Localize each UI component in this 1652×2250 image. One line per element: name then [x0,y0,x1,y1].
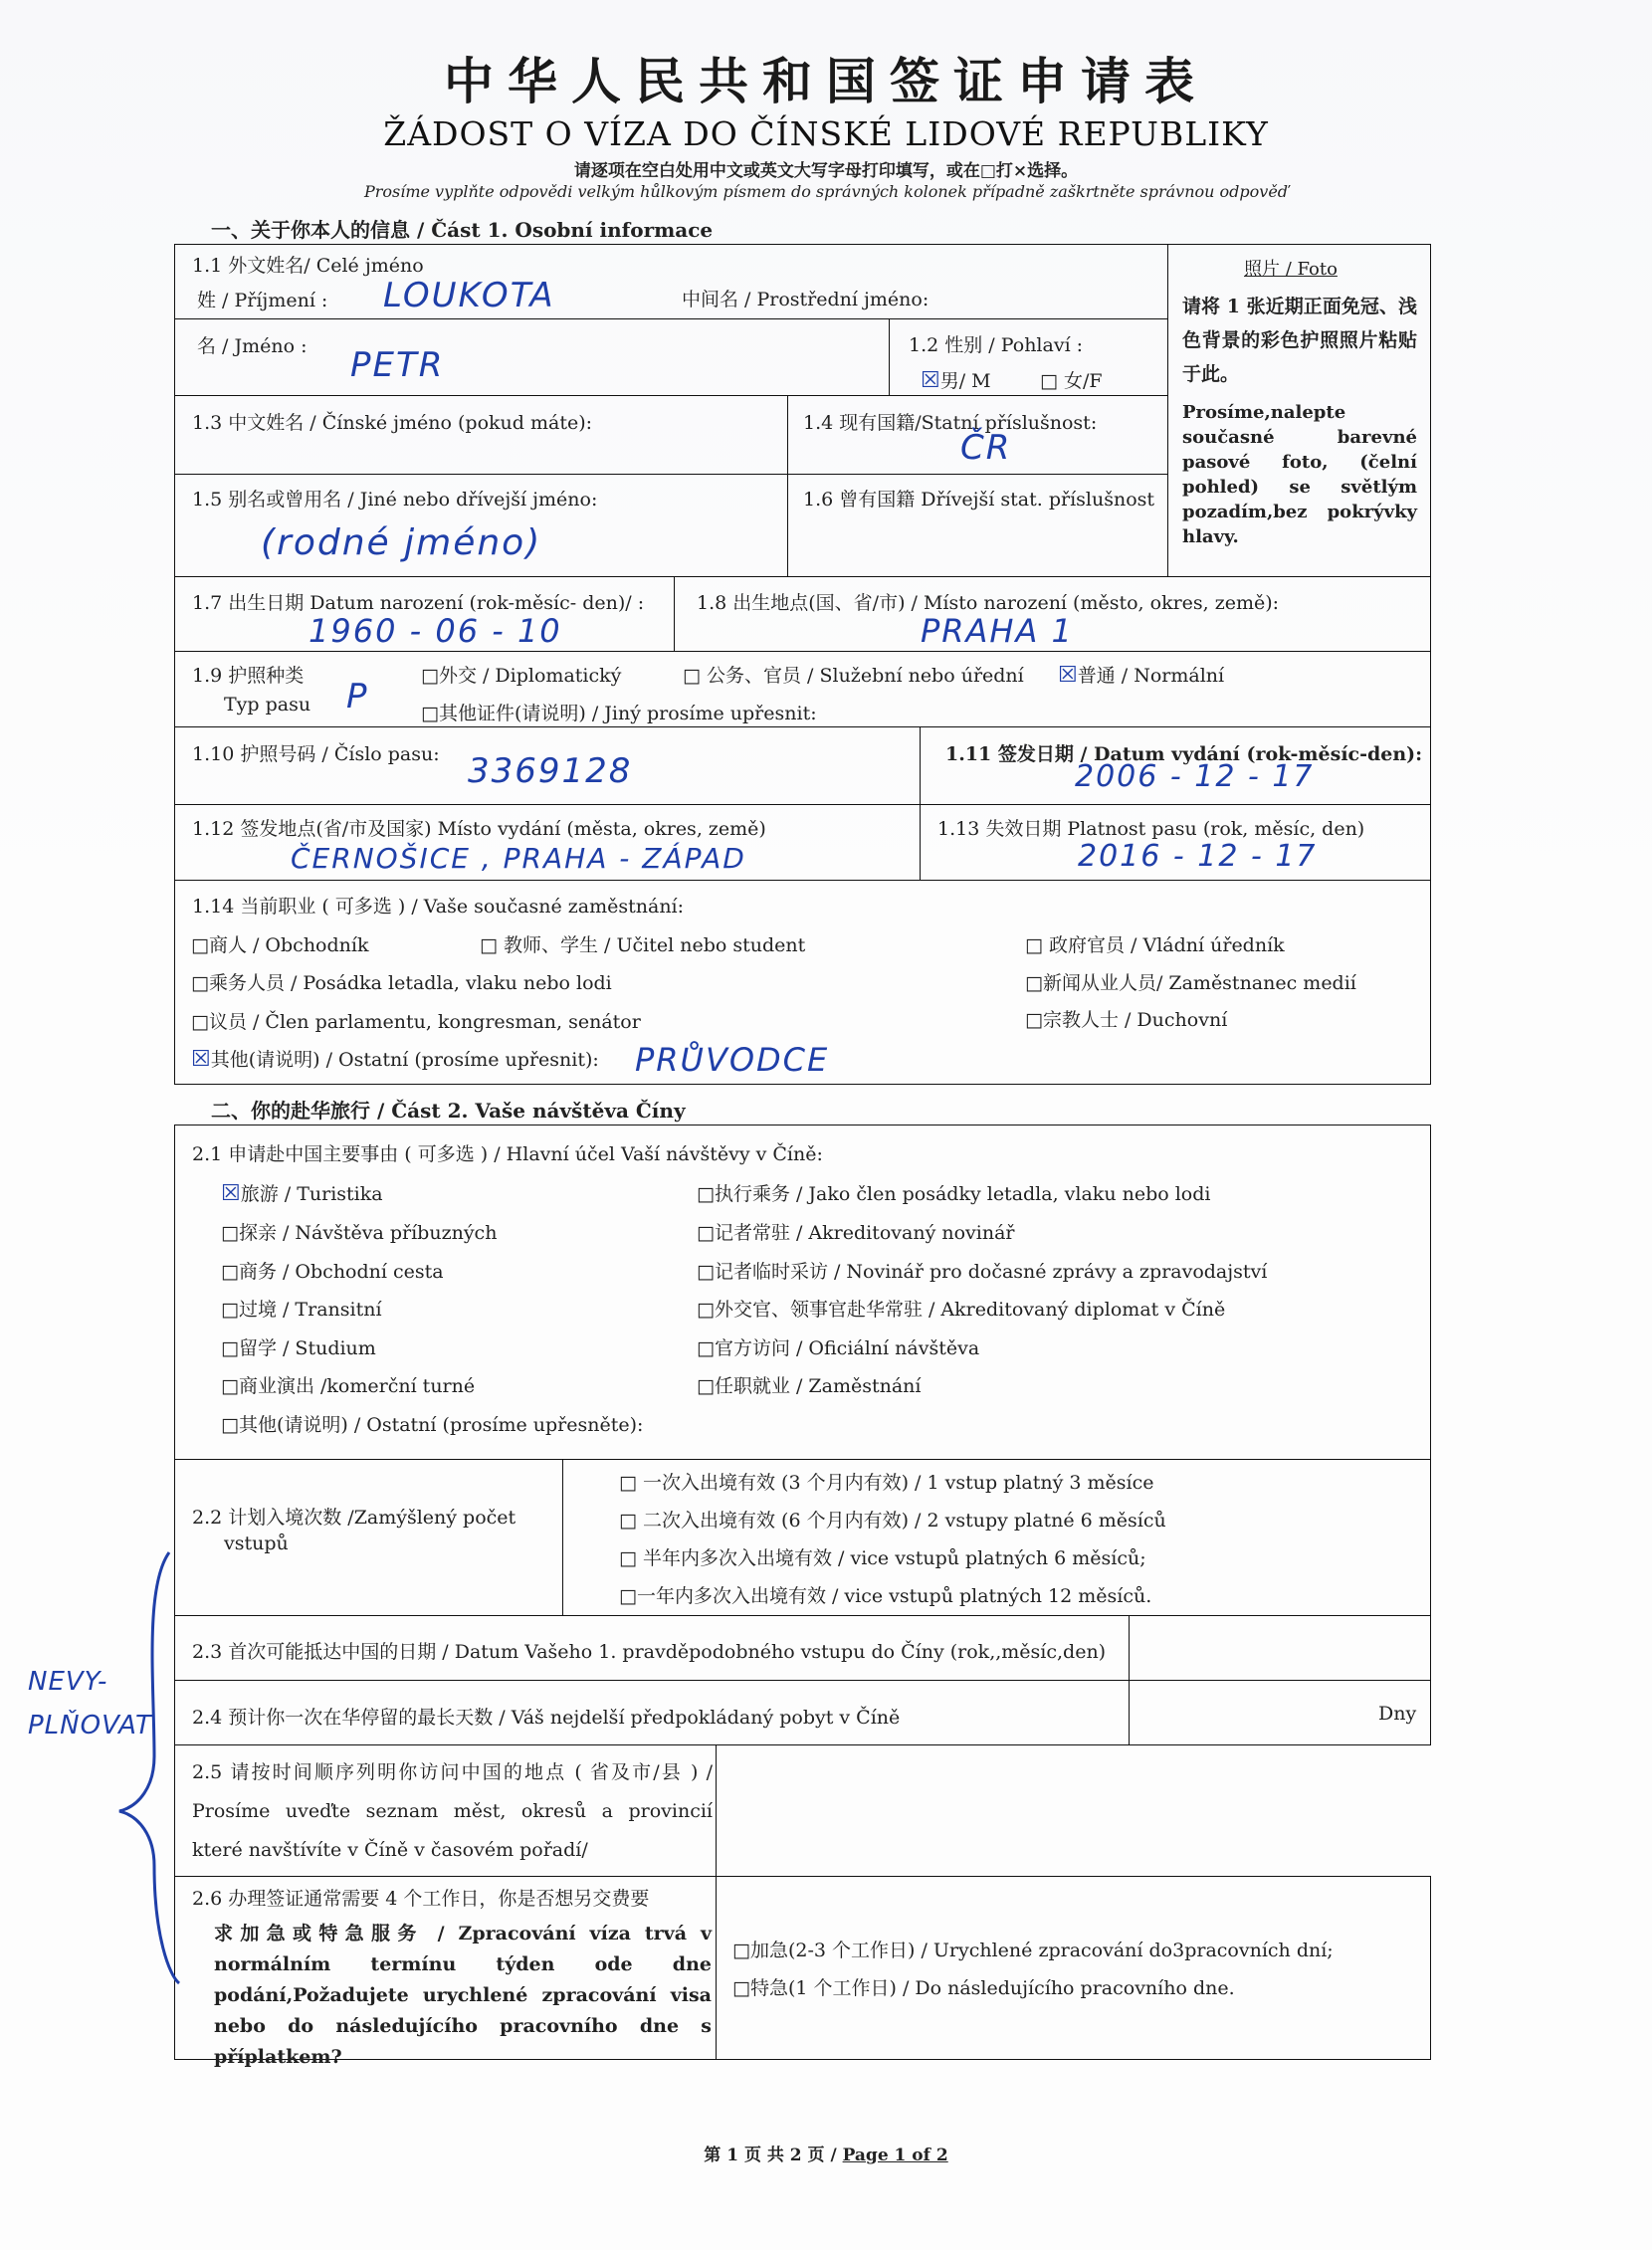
label-2-6: 2.6 办理签证通常需要 4 个工作日，你是否想另交费要 [192,1888,650,1910]
label-1-12: 1.12 签发地点(省/市及国家) Místo vydání (města, okres, země) [192,818,766,840]
label-1-8: 1.8 出生地点(国、省/市) / Místo narození (město, okres, země): [697,592,1280,614]
checkbox-icon: □ [732,1940,750,1961]
title-chinese: 中华人民共和国签证申请表 [444,52,1208,110]
checkbox-icon: □ [1025,1009,1043,1031]
option-label: 二次入出境有效 (6 个月内有效) / 2 vstupy platné 6 měsíců [643,1510,1166,1532]
checkbox-checked-icon: ☒ [1058,663,1078,688]
option-label: 其他(请说明) / Ostatní (prosíme upřesnit): [210,1049,599,1071]
checkbox-icon: □ [480,934,504,956]
occupation-crew-option[interactable] [191,968,612,995]
option-label: 商业演出 /komerční turné [238,1375,476,1397]
checkbox-icon: □ [191,1011,209,1033]
option-label: 外交 / Diplomatický [438,665,622,687]
checkbox-icon: □ [1025,934,1049,956]
page-counter-en: Page 1 of 2 [842,2146,948,2165]
former-name-value[interactable]: (rodné jméno) [261,522,542,563]
issue-place-value[interactable]: ČERNOŠICE , PRAHA - ZÁPAD [291,842,746,875]
option-label: 一次入出境有效 (3 个月内有效) / 1 vstup platný 3 měsíce [643,1472,1154,1494]
photo-instruction-chinese: 请将 1 张近期正面免冠、浅色背景的彩色护照照片粘贴于此。 [1182,296,1417,385]
label-1-2: 1.2 性别 / Pohlaví : [909,334,1084,356]
checkbox-checked-icon: ☒ [921,368,940,393]
arrival-value-cell [1129,1615,1431,1681]
label-2-3: 2.3 首次可能抵达中国的日期 / Datum Vašeho 1. pravděpodobného vstupu do Číny (rok,,měsíc,den) [192,1641,1107,1663]
label-1-1: 1.1 外文姓名/ Celé jméno [192,255,424,277]
passport-service-option[interactable] [683,661,1024,688]
label-2-1: 2.1 申请赴中国主要事由 ( 可多选 ) / Hlavní účel Vaší návštěvy v Číně: [192,1143,823,1165]
photo-title: 照片 / Foto [1244,259,1338,280]
urgent-next-day-option[interactable] [732,1973,1235,2000]
option-label: 议员 / Člen parlamentu, kongresman, senátor [208,1011,641,1033]
checkbox-icon: □ [421,665,439,687]
label-1-4: 1.4 现有国籍/Statní příslušnost: [803,412,1098,434]
occupation-media-option[interactable] [1025,968,1356,995]
instruction-czech: Prosíme vyplňte odpovědi velkým hůlkovým písmem do správných kolonek případně zaškrtněte správnou odpověď [363,182,1289,201]
option-label: 探亲 / Návštěva příbuzných [238,1222,498,1244]
passport-diplomatic-option[interactable] [421,661,621,688]
instruction-chinese: 请逐项在空白处用中文或英文大写字母打印填写，或在□打×选择。 [573,161,1079,181]
label-1-7: 1.7 出生日期 Datum narození (rok-měsíc- den)/ : [192,592,645,614]
entry-multi12-option[interactable] [619,1581,1151,1608]
occupation-parliament-option[interactable] [191,1007,641,1034]
option-label: 任职就业 / Zaměstnání [714,1375,922,1397]
option-label: 商人 / Obchodník [208,934,369,956]
label-2-4: 2.4 预计你一次在华停留的最长天数 / Váš nejdelší předpokládaný pobyt v Číně [192,1707,901,1729]
option-label: 乘务人员 / Posádka letadla, vlaku nebo lodi [208,972,612,994]
option-label: 旅游 / Turistika [240,1183,383,1205]
label-1-5: 1.5 别名或曾用名 / Jiné nebo dřívejší jméno: [192,489,598,511]
label-2-5: 2.5 请按时间顺序列明你访问中国的地点 ( 省及市/县 ) / Prosíme uveďte seznam měst, okresů a provincií které navštívíte v Číně v časovém pořadí/ [192,1761,713,1861]
margin-brace [100,1547,189,1985]
sex-male-label: 男/ M [939,370,991,392]
nationality-value[interactable]: ČR [960,428,1012,468]
purpose-tourism-option[interactable] [221,1179,383,1206]
purpose-journalist-option[interactable] [697,1218,1015,1245]
entry-multi6-option[interactable] [619,1543,1146,1570]
passport-number-value[interactable]: 3369128 [468,751,633,791]
purpose-employment-option[interactable] [697,1371,922,1398]
surname-label: 姓 / Příjmení : [197,290,328,311]
checkbox-icon: □ [421,703,439,724]
checkbox-icon: □ [221,1261,239,1283]
sex-male-option[interactable] [921,366,991,393]
label-1-9: 1.9 护照种类 [192,665,305,687]
purpose-crew-option[interactable] [697,1179,1210,1206]
margin-note: NEVY- PLŇOVAT [28,1667,152,1740]
checkbox-icon: □ [221,1375,239,1397]
checkbox-checked-icon: ☒ [221,1181,241,1206]
option-label: 教师、学生 / Učitel nebo student [504,934,806,956]
option-label: 加急(2-3 个工作日) / Urychlené zpracování do3pracovních dní; [749,1940,1334,1961]
checkbox-icon: □ [221,1299,239,1321]
purpose-other-option[interactable] [221,1410,643,1437]
purpose-temp-journalist-option[interactable] [697,1257,1267,1284]
passport-normal-option[interactable] [1058,661,1224,688]
checkbox-icon: □ [1040,370,1064,392]
section-2-heading: 二、你的赴华旅行 / Část 2. Vaše návštěva Číny [211,1099,686,1123]
option-label: 普通 / Normální [1077,665,1225,687]
purpose-transit-option[interactable] [221,1295,382,1322]
title-czech: ŽÁDOST O VÍZA DO ČÍNSKÉ LIDOVÉ REPUBLIKY [383,114,1269,153]
page-footer [0,2141,1652,2165]
occupation-value[interactable]: PRŮVODCE [635,1041,830,1079]
checkbox-icon: □ [697,1183,715,1205]
urgent-2-3-days-option[interactable] [732,1936,1334,1962]
label-2-2-entries: vstupů [224,1533,289,1554]
section-1-heading: 一、关于你本人的信息 / Část 1. Osobní informace [211,218,714,242]
checkbox-icon: □ [697,1299,715,1321]
given-name-value[interactable]: PETR [350,345,445,385]
purpose-tour-option[interactable] [221,1371,475,1398]
occupation-religious-option[interactable] [1025,1005,1227,1032]
option-label: 特急(1 个工作日) / Do následujícího pracovního dne. [749,1977,1235,1999]
label-1-13: 1.13 失效日期 Platnost pasu (rok, měsíc, den) [937,818,1365,840]
page-counter-cn: 第 1 页 共 2 页 [704,2146,825,2165]
checkbox-icon: □ [221,1414,239,1436]
option-label: 官方访问 / Oficiální návštěva [714,1337,980,1359]
option-label: 留学 / Studium [238,1337,376,1359]
label-1-10: 1.10 护照号码 / Číslo pasu: [192,743,440,765]
dob-value[interactable]: 1960 - 06 - 10 [309,612,562,650]
label-passport-type: Typ pasu [224,694,311,716]
checkbox-icon: □ [697,1375,715,1397]
occupation-other-option[interactable] [191,1045,599,1072]
purpose-business-option[interactable] [221,1257,444,1284]
option-label: 记者临时采访 / Novinář pro dočasné zprávy a zpravodajství [714,1261,1268,1283]
option-label: 宗教人士 / Duchovní [1042,1009,1228,1031]
pob-value[interactable]: PRAHA 1 [921,612,1074,650]
checkbox-icon: □ [221,1337,239,1359]
label-2-2: 2.2 计划入境次数 /Zamýšlený počet [192,1507,516,1529]
label-1-11: 1.11 签发日期 / Datum vydání (rok-měsíc-den): [945,743,1423,765]
checkbox-icon: □ [619,1510,643,1532]
checkbox-icon: □ [1025,972,1043,994]
occupation-business-option[interactable] [191,930,368,957]
label-1-6: 1.6 曾有国籍 Dřívejší stat. příslušnost [803,489,1155,511]
checkbox-icon: □ [697,1222,715,1244]
photo-instruction-czech: Prosíme,nalepte současné barevné pasové foto, (čelní pohled) se světlým pozadím,bez pokrývky hlavy. [1182,402,1417,547]
option-label: 新闻从业人员/ Zaměstnanec medií [1042,972,1356,994]
checkbox-icon: □ [732,1977,750,1999]
option-label: 过境 / Transitní [238,1299,382,1321]
checkbox-icon: □ [191,934,209,956]
label-2-6-detail: 求加急或特急服务 / Zpracování víza trvá v normálním termínu týden ode dne podání,Požadujete urychlené zpracování visa nebo do následujícího pracovního dne s příplatkem? [214,1923,712,2068]
sex-female-label: 女/F [1064,370,1103,392]
option-label: 半年内多次入出境有效 / vice vstupů platných 6 měsíců; [643,1547,1146,1569]
entry-single-option[interactable] [619,1468,1153,1495]
days-unit: Dny [1378,1703,1417,1725]
purpose-diplomat-option[interactable] [697,1295,1225,1322]
label-1-3: 1.3 中文姓名 / Čínské jméno (pokud máte): [192,412,593,434]
checkbox-icon: □ [683,665,707,687]
option-label: 执行乘务 / Jako člen posádky letadla, vlaku nebo lodi [714,1183,1211,1205]
purpose-study-option[interactable] [221,1333,376,1360]
given-name-label: 名 / Jméno : [197,335,308,357]
sex-female-option[interactable] [1040,366,1103,393]
label-1-14: 1.14 当前职业 ( 可多选 ) / Vaše současné zaměstnání: [192,896,685,918]
occupation-teacher-option[interactable] [480,930,805,957]
option-label: 外交官、领事官赴华常驻 / Akreditovaný diplomat v Číně [714,1299,1226,1321]
expiry-value[interactable]: 2016 - 12 - 17 [1078,839,1318,874]
passport-type-value[interactable]: P [346,677,369,716]
issue-date-value[interactable]: 2006 - 12 - 17 [1075,759,1315,794]
option-label: 其他证件(请说明) / Jiný prosíme upřesnit: [438,703,817,724]
option-label: 一年内多次入出境有效 / vice vstupů platných 12 měsíců. [636,1585,1152,1607]
checkbox-icon: □ [619,1585,637,1607]
middle-name-label: 中间名 / Prostřední jméno: [682,289,929,310]
checkbox-icon: □ [619,1547,643,1569]
checkbox-icon: □ [191,972,209,994]
checkbox-icon: □ [697,1261,715,1283]
checkbox-checked-icon: ☒ [191,1047,211,1072]
checkbox-icon: □ [221,1222,239,1244]
chinese-name-cell [174,395,788,475]
option-label: 商务 / Obchodní cesta [238,1261,444,1283]
entry-double-option[interactable] [619,1506,1166,1533]
checkbox-icon: □ [697,1337,715,1359]
purpose-official-option[interactable] [697,1333,979,1360]
option-label: 政府官员 / Vládní úředník [1049,934,1285,956]
option-label: 其他(请说明) / Ostatní (prosíme upřesněte): [238,1414,644,1436]
page-counter-separator: / [824,2146,843,2165]
checkbox-icon: □ [619,1472,643,1494]
option-label: 公务、官员 / Služební nebo úřední [707,665,1024,687]
surname-value[interactable]: LOUKOTA [383,276,555,315]
purpose-family-option[interactable] [221,1218,497,1245]
occupation-government-option[interactable] [1025,930,1285,957]
passport-other-option[interactable] [421,699,817,725]
option-label: 记者常驻 / Akreditovaný novinář [714,1222,1015,1244]
